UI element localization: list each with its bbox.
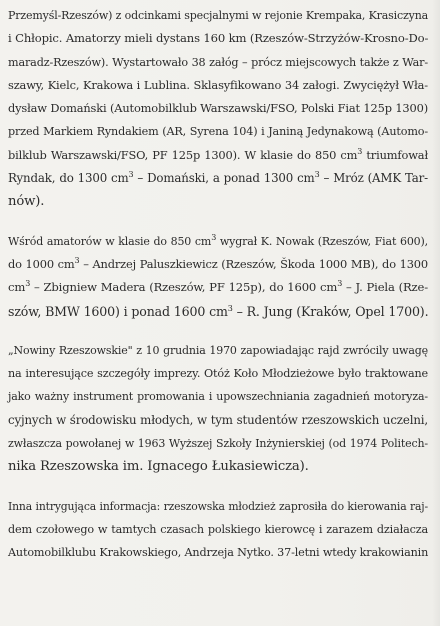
page-edge-shadow [432, 0, 440, 626]
text-line: cyjnych w środowisku młodych, w tym studentów rzeszowskich uczelni, [8, 412, 428, 427]
text-line: nika Rzeszowska im. Ignacego Łukasiewicza). [8, 459, 309, 475]
text-line: na interesujące szczegóły imprezy. Otóż Koło Młodzieżowe było traktowane [8, 367, 428, 381]
text-line: dysław Domański (Automobilklub Warszawski/FSO, Polski Fiat 125p 1300) [8, 101, 429, 116]
body-text [8, 4, 428, 565]
text-line: Ryndak, do 1300 $cm^3$ – Domański, a ponad 1300 $cm^3$ – Mróz (AMK Tar- [8, 170, 428, 186]
text-line: Wśród amatorów w klasie do 850 $cm^3$ wygrał K. Nowak (Rzeszów, Fiat 600), [8, 232, 428, 248]
text-line: szawy, Kielc, Krakowa i Lublina. Sklasyfikowano 34 załogi. Zwyciężył Wła- [8, 77, 428, 92]
text-line: szów, BMW 1600) i ponad 1600 $cm^3$ – R. Jung (Kraków, Opel 1700). [8, 303, 429, 319]
paragraph-2 [8, 230, 428, 323]
text-line: i Chłopic. Amatorzy mieli dystans 160 km (Rzeszów-Strzyżów-Krosno-Do- [8, 31, 429, 46]
text-line: Automobilklubu Krakowskiego, Andrzeja Nytko. 37-letni wtedy krakowianin [8, 546, 429, 560]
text-line: nów). [8, 194, 45, 210]
text-line: przed Markiem Ryndakiem (AR, Syrena 104) i Janiną Jedynakową (Automo- [8, 125, 428, 139]
text-line: dem czołowego w tamtych czasach polskiego kierowcę i zarazem działacza [8, 522, 428, 536]
text-line: Inna intrygująca informacja: rzeszowska młodzież zaprosiła do kierowania raj- [8, 499, 428, 513]
paragraph-1 [8, 4, 428, 214]
paragraph-3 [8, 339, 428, 479]
text-line: $cm^3$ – Zbigniew Madera (Rzeszów, PF 125p), do 1600 $cm^3$ – J. Piela (Rze- [8, 279, 428, 295]
text-line: jako ważny instrument promowania i upowszechniania zagadnień motoryza- [8, 390, 428, 404]
text-line: zwłaszcza powołanej w 1963 Wyższej Szkoły Inżynierskiej (od 1974 Politech- [8, 437, 428, 451]
text-line: „Nowiny Rzeszowskie" z 10 grudnia 1970 zapowiadając rajd zwrócily uwagę [8, 343, 428, 357]
text-line: Przemyśl-Rzeszów) z odcinkami specjalnymi w rejonie Krempaka, Krasiczyna [8, 9, 429, 22]
text-line: maradz-Rzeszów). Wystartowało 38 załóg – prócz miejscowych także z War- [8, 55, 428, 69]
paragraph-4 [8, 495, 428, 565]
text-line: bilklub Warszawski/FSO, PF 125p 1300). W klasie do 850 $cm^3$ triumfował [8, 146, 428, 162]
text-line: do 1000 $cm^3$ – Andrzej Paluszkiewicz (Rzeszów, Škoda 1000 MB), do 1300 [8, 255, 428, 271]
